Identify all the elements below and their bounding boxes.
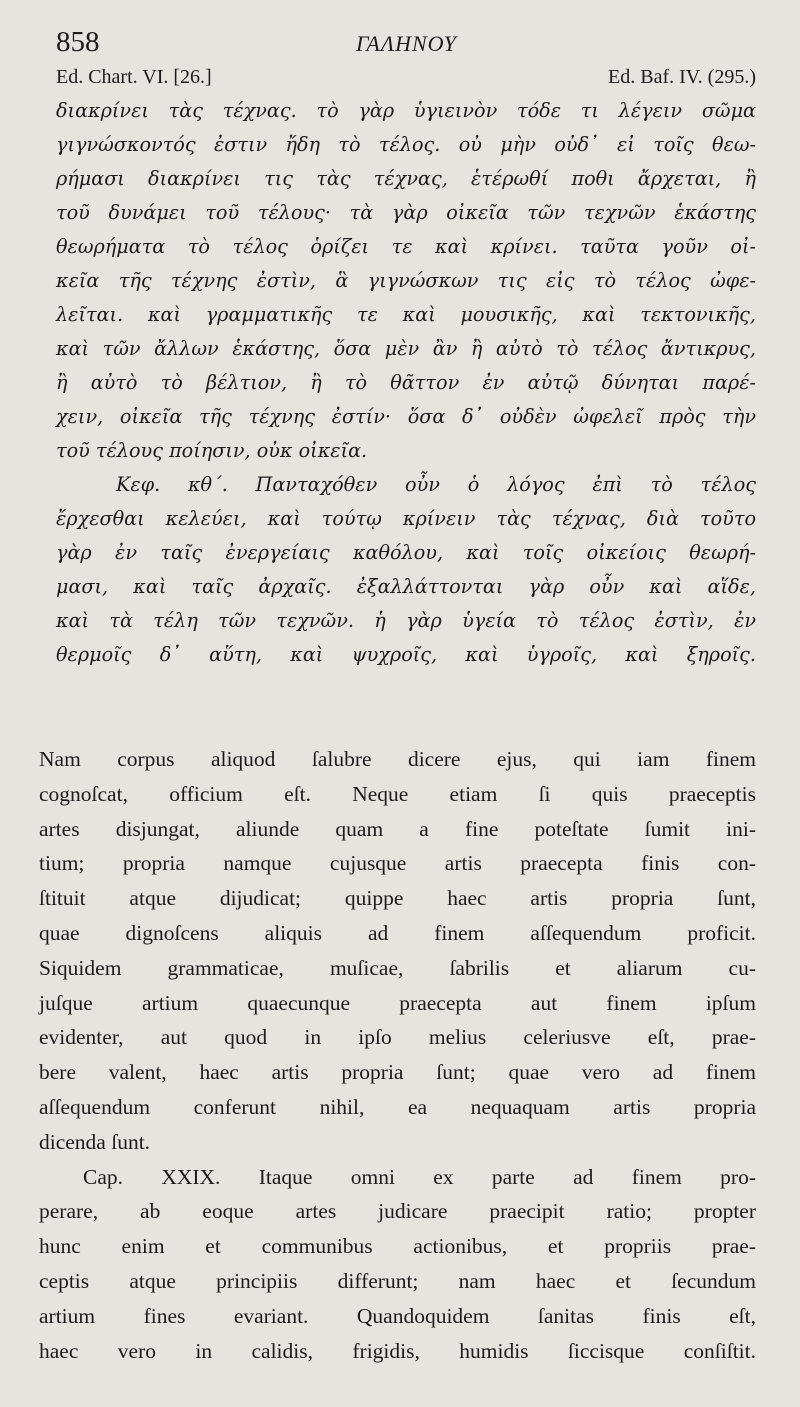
latin-line: bere valent, haec artis propria ſunt; quae vero ad finem: [39, 1060, 756, 1085]
greek-line: διακρίνει τὰς τέχνας. τὸ γὰρ ὑγιεινὸν τόδε τι λέγειν σῶμα: [56, 99, 756, 122]
latin-line: Siquidem grammaticae, muſicae, ſabrilis et aliarum cu-: [39, 955, 756, 980]
latin-line: juſque artium quaecunque praecepta aut finem ipſum: [39, 990, 756, 1015]
latin-text-block: [39, 742, 756, 1368]
latin-line: dicenda ſunt.: [39, 1129, 151, 1154]
greek-line: γιγνώσκοντός ἐστιν ἤδη τὸ τέλος. οὐ μὴν οὐδ᾽ εἰ τοῖς θεω-: [56, 133, 756, 156]
latin-line: evidenter, aut quod in ipſo melius celeriusve eſt, prae-: [39, 1025, 756, 1050]
latin-chapter-heading-line: Cap. XXIX. Itaque omni ex parte ad finem pro-: [83, 1164, 756, 1189]
latin-line: quae dignoſcens aliquis ad finem aſſequendum proficit.: [39, 920, 756, 945]
page-header: [56, 26, 756, 66]
greek-chapter-heading-line: Κεφ. κθ΄. Πανταχόθεν οὖν ὁ λόγος ἐπὶ τὸ τέλος: [116, 473, 756, 496]
latin-line: tium; propria namque cujusque artis praecepta finis con-: [39, 851, 756, 876]
greek-line: καὶ τὰ τέλη τῶν τεχνῶν. ἡ γὰρ ὑγεία τὸ τέλος ἐστὶν, ἐν: [56, 609, 756, 632]
latin-line: ſtituit atque dijudicat; quippe haec artis propria ſunt,: [39, 886, 756, 911]
latin-line: haec vero in calidis, frigidis, humidis ſiccisque conſiſtit.: [39, 1338, 756, 1363]
latin-line: artium fines evariant. Quandoquidem ſanitas finis eſt,: [39, 1303, 756, 1328]
latin-line: aſſequendum conferunt nihil, ea nequaquam artis propria: [39, 1094, 756, 1119]
greek-line: τοῦ τέλους ποίησιν, οὐκ οἰκεῖα.: [56, 439, 368, 462]
greek-line: θερμοῖς δ᾽ αὕτη, καὶ ψυχροῖς, καὶ ὑγροῖς, καὶ ξηροῖς.: [56, 643, 756, 666]
latin-line: cognoſcat, officium eſt. Neque etiam ſi quis praeceptis: [39, 781, 756, 806]
edition-references: [56, 66, 756, 94]
latin-line: artes disjungat, aliunde quam a fine poteſtate ſumit ini-: [39, 816, 756, 841]
edition-chartier-ref: Ed. Chart. VI. [26.]: [56, 66, 212, 88]
greek-line: γὰρ ἐν ταῖς ἐνεργείαις καθόλου, καὶ τοῖς οἰκείοις θεωρή-: [56, 541, 756, 564]
latin-line: ceptis atque principiis differunt; nam haec et ſecundum: [39, 1268, 756, 1293]
edition-basel-ref: Ed. Baf. IV. (295.): [608, 66, 756, 88]
latin-line: perare, ab eoque artes judicare praecipit ratio; propter: [39, 1199, 756, 1224]
latin-line: hunc enim et communibus actionibus, et propriis prae-: [39, 1234, 756, 1259]
greek-line: μασι, καὶ ταῖς ἀρχαῖς. ἐξαλλάττονται γὰρ οὖν καὶ αἵδε,: [56, 575, 756, 598]
page-number: 858: [56, 26, 100, 58]
running-title: ΓΑΛΗΝΟΥ: [356, 31, 457, 56]
greek-line: τοῦ δυνάμει τοῦ τέλους· τὰ γὰρ οἰκεῖα τῶν τεχνῶν ἑκάστης: [56, 201, 756, 224]
greek-line: ἢ αὐτὸ τὸ βέλτιον, ἢ τὸ θᾶττον ἐν αὐτῷ δύνηται παρέ-: [56, 371, 756, 394]
greek-line: θεωρήματα τὸ τέλος ὁρίζει τε καὶ κρίνει. ταῦτα γοῦν οἰ-: [56, 235, 756, 258]
greek-line: ρήμασι διακρίνει τις τὰς τέχνας, ἑτέρωθί ποθι ἄρχεται, ἢ: [56, 167, 756, 190]
latin-line: Nam corpus aliquod ſalubre dicere ejus, qui iam finem: [39, 747, 756, 771]
greek-line: καὶ τῶν ἄλλων ἑκάστης, ὅσα μὲν ἂν ἢ αὐτὸ τὸ τέλος ἄντικρυς,: [56, 337, 756, 360]
greek-text-block: [56, 94, 756, 672]
greek-line: χειν, οἰκεῖα τῆς τέχνης ἐστίν· ὅσα δ᾽ οὐδὲν ὠφελεῖ πρὸς τὴν: [56, 405, 756, 428]
greek-line: κεῖα τῆς τέχνης ἐστὶν, ἃ γιγνώσκων τις εἰς τὸ τέλος ὠφε-: [56, 269, 756, 292]
greek-line: λεῖται. καὶ γραμματικῆς τε καὶ μουσικῆς, καὶ τεκτονικῆς,: [56, 303, 756, 326]
greek-line: ἔρχεσθαι κελεύει, καὶ τούτῳ κρίνειν τὰς τέχνας, διὰ τοῦτο: [56, 507, 756, 530]
